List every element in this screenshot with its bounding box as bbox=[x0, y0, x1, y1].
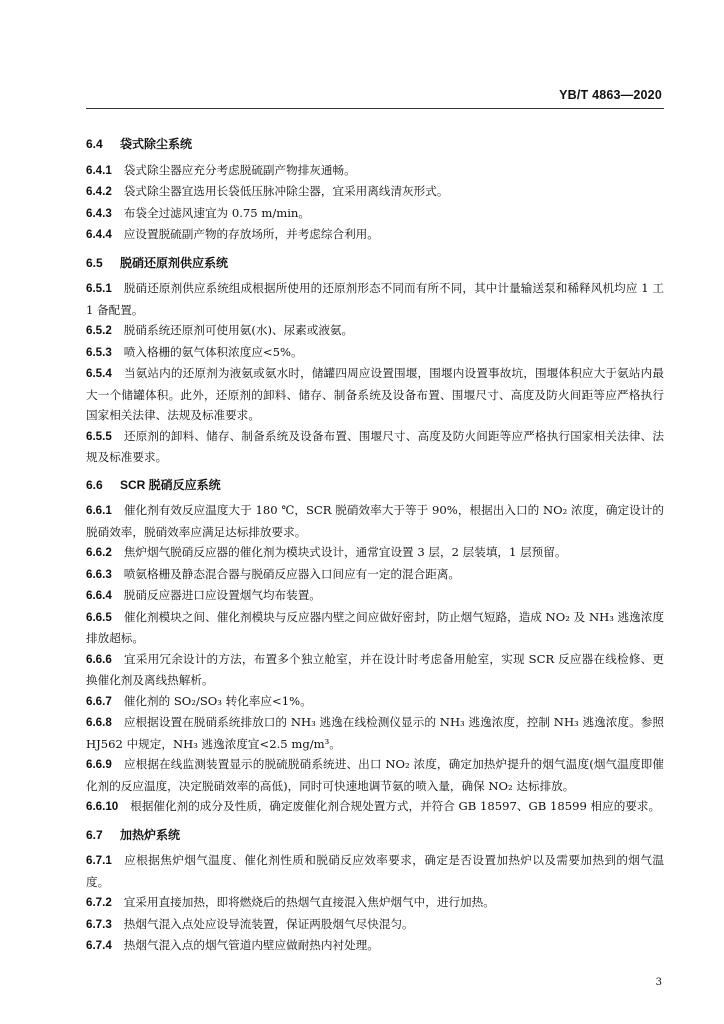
clause-text: 热烟气混入点处应设导流装置，保证两股烟气尽快混匀。 bbox=[123, 916, 414, 931]
clause bbox=[86, 500, 664, 542]
clause-number: 6.6.1 bbox=[86, 504, 112, 517]
clause bbox=[86, 712, 664, 754]
clause-number: 6.6.9 bbox=[86, 758, 112, 771]
clause-number: 6.7.4 bbox=[86, 939, 112, 952]
clause-number: 6.5.5 bbox=[86, 429, 112, 443]
clause bbox=[86, 850, 664, 892]
clause-text: 催化剂模块之间、催化剂模块与反应器内壁之间应做好密封，防止烟气短路，造成 NO₂ 及 NH₃ 逃逸浓度排放超标。 bbox=[86, 609, 664, 645]
section-title: 脱硝还原剂供应系统 bbox=[120, 255, 229, 270]
clause bbox=[86, 363, 664, 426]
section-heading bbox=[86, 134, 664, 155]
clause bbox=[86, 320, 664, 342]
clause-number: 6.6.7 bbox=[86, 694, 112, 708]
document-body bbox=[86, 128, 664, 957]
clause-number: 6.6.3 bbox=[86, 567, 112, 581]
clause bbox=[86, 691, 664, 713]
clause-number: 6.5.1 bbox=[86, 282, 112, 295]
section-number: 6.5 bbox=[86, 255, 103, 270]
section-heading bbox=[86, 475, 664, 496]
clause-number: 6.6.2 bbox=[86, 546, 112, 559]
header-divider bbox=[86, 108, 664, 109]
clause-text: 催化剂的 SO₂/SO₃ 转化率应<1%。 bbox=[123, 693, 312, 708]
section-number: 6.7 bbox=[86, 827, 103, 842]
clause-text: 脱硝系统还原剂可使用氨(水)、尿素或液氨。 bbox=[123, 323, 354, 337]
section-number: 6.4 bbox=[86, 137, 103, 151]
section-title: SCR 脱硝反应系统 bbox=[120, 477, 221, 492]
clause-text: 袋式除尘器应充分考虑脱硫副产物排灰通畅。 bbox=[123, 162, 356, 177]
clause-text: 应根据焦炉烟气温度、催化剂性质和脱硝反应效率要求，确定是否设置加热炉以及需要加热到的烟气温度。 bbox=[86, 853, 664, 889]
clause-number: 6.4.1 bbox=[86, 163, 112, 177]
clause bbox=[86, 160, 664, 182]
clause-number: 6.7.2 bbox=[86, 896, 112, 909]
clause bbox=[86, 224, 664, 246]
clause-text: 宜采用冗余设计的方法，布置多个独立舱室，并在设计时考虑备用舱室，实现 SCR 反应器在线检修、更换催化剂及离线热解析。 bbox=[86, 651, 664, 687]
clause-text: 催化剂有效反应温度大于 180 ℃，SCR 脱硝效率大于等于 90%，根据出入口的 NO₂ 浓度，确定设计的脱硝效率，脱硝效率应满足达标排放要求。 bbox=[86, 503, 664, 539]
clause-number: 6.6.8 bbox=[86, 716, 112, 729]
clause bbox=[86, 426, 664, 468]
clause-text: 宜采用直接加热，即将燃烧后的热烟气直接混入焦炉烟气中，进行加热。 bbox=[123, 895, 495, 909]
section-title: 加热炉系统 bbox=[120, 827, 181, 842]
clause bbox=[86, 203, 664, 225]
clause bbox=[86, 914, 664, 936]
clause-text: 脱硝反应器进口应设置烟气均布装置。 bbox=[123, 588, 321, 602]
clause-text: 热烟气混入点的烟气管道内壁应做耐热内衬处理。 bbox=[123, 938, 379, 952]
standard-code: YB/T 4863—2020 bbox=[559, 88, 662, 102]
clause bbox=[86, 181, 664, 203]
clause-text: 袋式除尘器宜选用长袋低压脉冲除尘器，宜采用离线清灰形式。 bbox=[123, 184, 449, 198]
clause-text: 还原剂的卸料、储存、制备系统及设备布置、围堰尺寸、高度及防火间距等应严格执行国家相关法律、法规及标准要求。 bbox=[86, 428, 664, 464]
clause bbox=[86, 754, 664, 796]
clause-text: 喷入格栅的氨气体积浓度应<5%。 bbox=[123, 344, 303, 359]
clause bbox=[86, 649, 664, 691]
clause-text: 应根据在线监测装置显示的脱硫脱硝系统进、出口 NO₂ 浓度，确定加热炉提升的烟气温度(烟气温度即催化剂的反应温度，决定脱硝效率的高低)，同时可快速地调节氨的喷入量，确保 NO₂ 达标排放。 bbox=[86, 757, 664, 793]
clause-text: 布袋全过滤风速宜为 0.75 m/min。 bbox=[123, 205, 310, 220]
clause-number: 6.5.2 bbox=[86, 324, 112, 337]
clause bbox=[86, 278, 664, 320]
clause bbox=[86, 342, 664, 364]
clause bbox=[86, 564, 664, 586]
clause-number: 6.6.5 bbox=[86, 610, 112, 624]
clause bbox=[86, 585, 664, 607]
clause-number: 6.4.3 bbox=[86, 206, 112, 220]
clause-number: 6.4.4 bbox=[86, 228, 112, 241]
clause-number: 6.4.2 bbox=[86, 185, 112, 198]
page-number: 3 bbox=[655, 977, 662, 988]
clause bbox=[86, 542, 664, 564]
clause-text: 根据催化剂的成分及性质，确定废催化剂合规处置方式，并符合 GB 18597、GB 18599 相应的要求。 bbox=[130, 799, 661, 813]
clause-number: 6.6.4 bbox=[86, 589, 112, 602]
clause-number: 6.7.1 bbox=[86, 854, 112, 867]
clause-text: 应设置脱硫副产物的存放场所，并考虑综合利用。 bbox=[123, 227, 379, 241]
section-heading bbox=[86, 825, 664, 846]
section-title: 袋式除尘系统 bbox=[120, 137, 193, 151]
clause bbox=[86, 796, 664, 818]
clause-number: 6.7.3 bbox=[86, 917, 112, 931]
clause-text: 喷氨格栅及静态混合器与脱硝反应器入口间应有一定的混合距离。 bbox=[123, 566, 461, 581]
clause bbox=[86, 935, 664, 957]
clause-text: 脱硝还原剂供应系统组成根据所使用的还原剂形态不同而有所不同，其中计量输送泵和稀释风机均应 1 工 1 备配置。 bbox=[86, 281, 664, 317]
clause bbox=[86, 892, 664, 914]
section-heading bbox=[86, 253, 664, 274]
clause-text: 焦炉烟气脱硝反应器的催化剂为模块式设计，通常宜设置 3 层，2 层装填，1 层预留。 bbox=[123, 545, 567, 559]
clause-text: 当氨站内的还原剂为液氨或氨水时，储罐四周应设置围堰，围堰内设置事故坑，围堰体积应大于氨站内最大一个储罐体积。此外，还原剂的卸料、储存、制备系统及设备布置、围堰尺寸、高度及防火间距等应严格执行国家相关法律、法规及标准要求。 bbox=[86, 366, 664, 422]
clause-number: 6.6.10 bbox=[86, 800, 119, 813]
clause-number: 6.5.3 bbox=[86, 345, 112, 359]
clause bbox=[86, 607, 664, 649]
clause-number: 6.5.4 bbox=[86, 367, 112, 380]
section-number: 6.6 bbox=[86, 477, 103, 492]
clause-text: 应根据设置在脱硝系统排放口的 NH₃ 逃逸在线检测仪显示的 NH₃ 逃逸浓度，控制 NH₃ 逃逸浓度。参照 HJ562 中规定，NH₃ 逃逸浓度宜<2.5 mg/m³。 bbox=[86, 715, 664, 751]
clause-number: 6.6.6 bbox=[86, 652, 112, 666]
